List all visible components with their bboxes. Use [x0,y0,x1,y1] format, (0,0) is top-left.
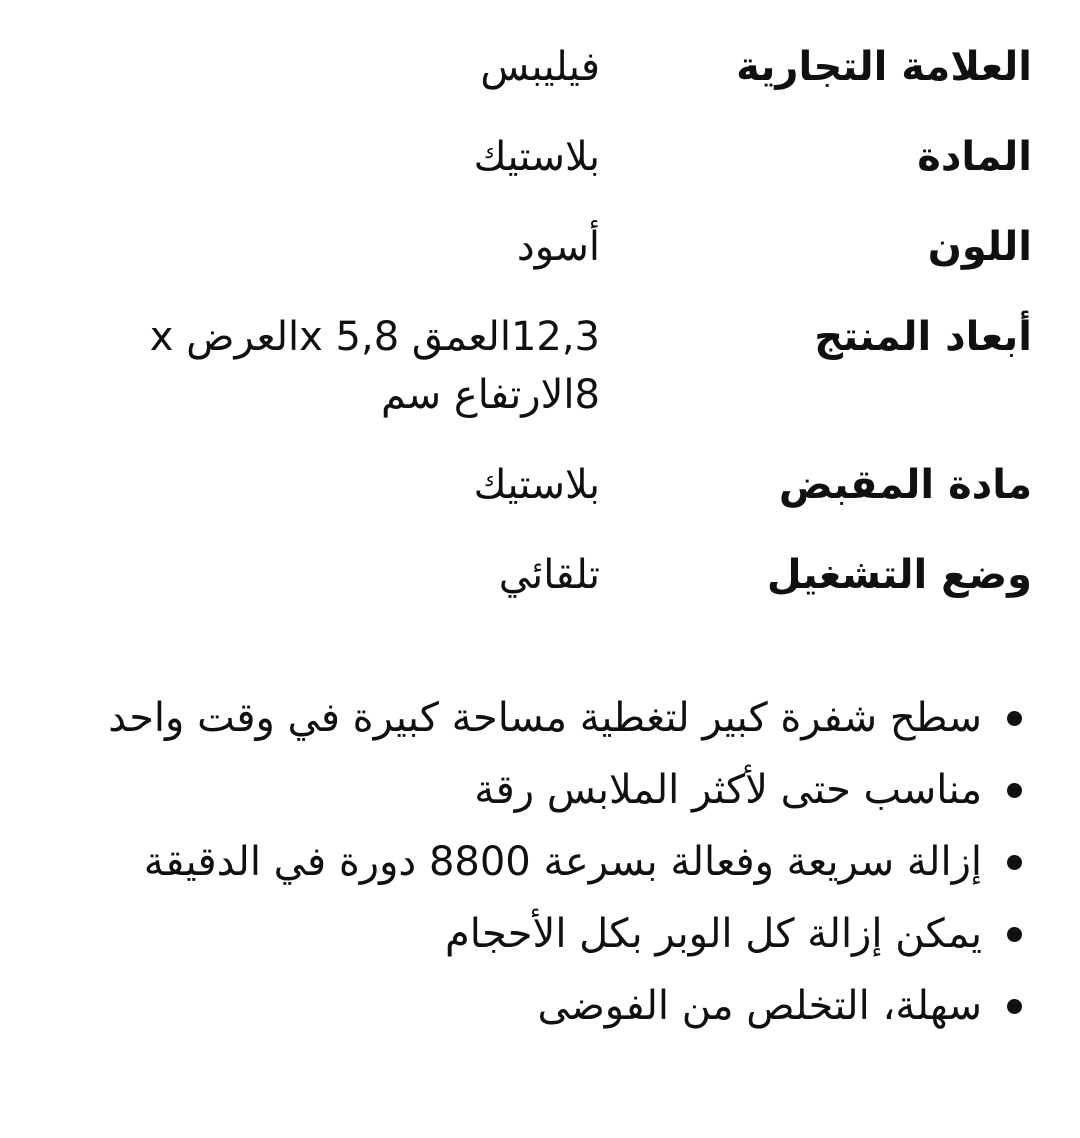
spec-label: أبعاد المنتج [814,314,1032,360]
spec-row-operation-mode [42,546,1032,604]
spec-row-dimensions [42,308,1032,424]
spec-value: فيليبس [480,44,600,90]
spec-row-color [42,218,1032,276]
spec-label: العلامة التجارية [736,44,1032,90]
spec-label: اللون [927,224,1032,270]
spec-label: المادة [917,134,1032,180]
spec-label: وضع التشغيل [766,552,1032,598]
feature-bullet: سطح شفرة كبير لتغطية مساحة كبيرة في وقت واحد [22,688,982,748]
product-specs-table [42,38,1032,636]
spec-row-handle-material [42,456,1032,514]
spec-value: أسود [516,224,600,270]
feature-bullet: إزالة سريعة وفعالة بسرعة 8800 دورة في الدقيقة [22,832,982,892]
spec-value: بلاستيك [473,134,600,180]
spec-value: بلاستيك [473,462,600,508]
spec-row-material [42,128,1032,186]
spec-row-brand [42,38,1032,96]
feature-bullet: يمكن إزالة كل الوبر بكل الأحجام [22,904,982,964]
feature-bullet-list [22,688,1032,1048]
spec-value: 12,3العمق x 5,8العرض x 8الارتفاع سم [149,314,600,418]
spec-value: تلقائي [498,552,600,598]
feature-bullet: سهلة، التخلص من الفوضى [22,976,982,1036]
feature-bullet: مناسب حتى لأكثر الملابس رقة [22,760,982,820]
spec-label: مادة المقبض [778,462,1032,508]
